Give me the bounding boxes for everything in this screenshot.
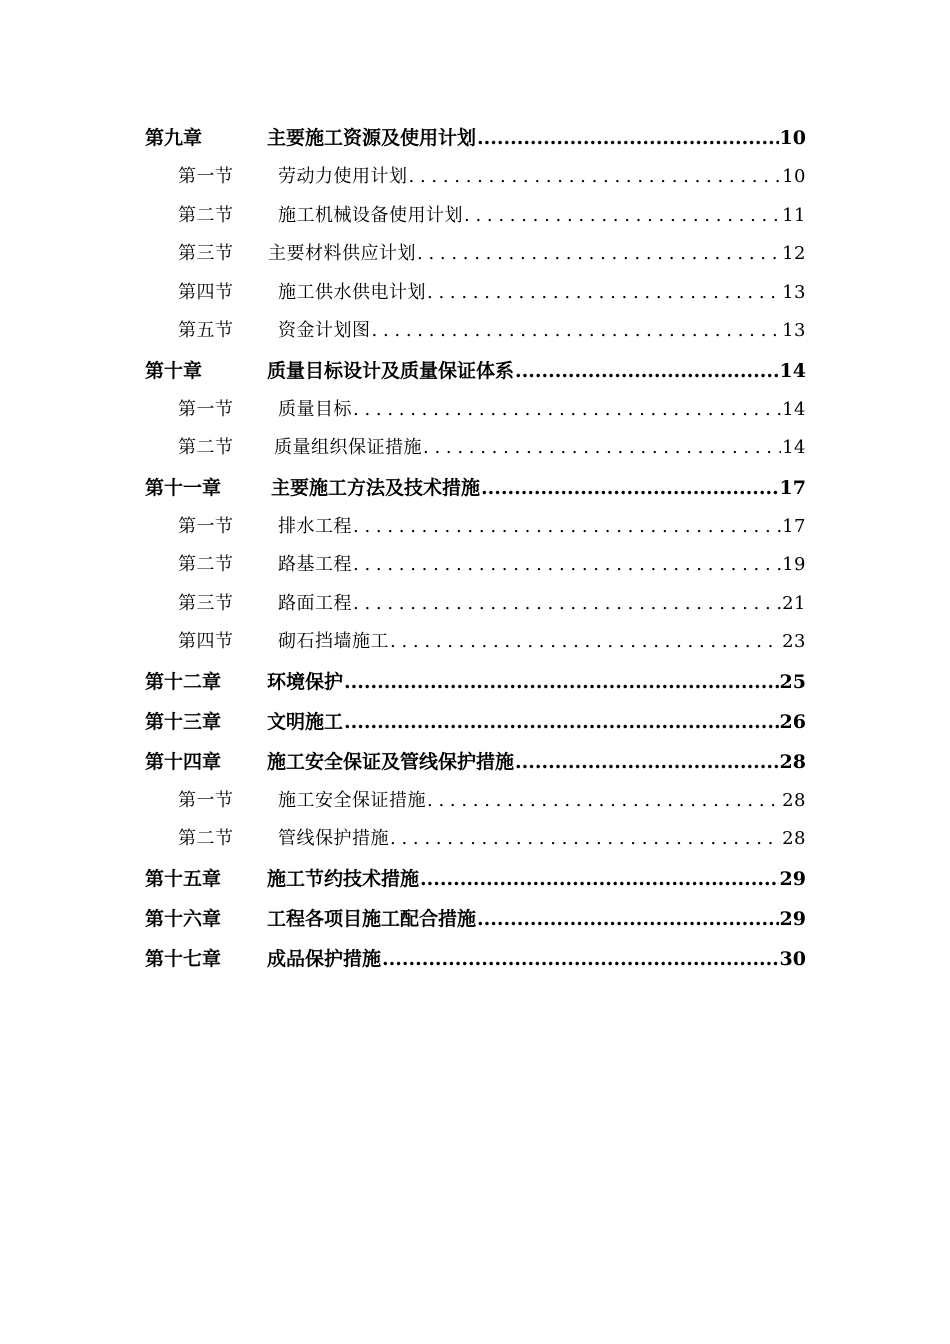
toc-number: 第三节 — [178, 243, 234, 264]
toc-section-row[interactable] — [145, 820, 806, 859]
toc-page-number: 17 — [782, 515, 806, 537]
dot-leader — [353, 508, 781, 547]
toc-chapter-row[interactable] — [145, 351, 806, 391]
toc-number: 第一节 — [178, 515, 234, 537]
toc-section-row[interactable] — [145, 274, 806, 313]
toc-number: 第十七章 — [145, 947, 222, 970]
toc-title: 资金计划图 — [278, 320, 371, 341]
toc-title: 施工机械设备使用计划 — [278, 204, 463, 226]
toc-number: 第十三章 — [145, 710, 222, 733]
toc-page-number: 28 — [779, 750, 806, 773]
toc-title: 路基工程 — [278, 554, 352, 575]
toc-number: 第一节 — [178, 166, 234, 187]
toc-number: 第二节 — [178, 828, 234, 849]
toc-number: 第一节 — [178, 398, 234, 420]
toc-page-number: 14 — [782, 398, 806, 420]
toc-chapter-row[interactable] — [145, 859, 806, 899]
toc-number: 第十一章 — [145, 476, 222, 499]
toc-section-row[interactable] — [145, 197, 806, 236]
toc-page-number: 14 — [779, 359, 806, 382]
dot-leader — [390, 623, 781, 662]
toc-title: 成品保护措施 — [267, 947, 382, 970]
toc-number: 第二节 — [178, 437, 234, 458]
toc-section-row[interactable] — [145, 312, 806, 351]
toc-number: 第十章 — [145, 359, 203, 382]
toc-title: 施工安全保证措施 — [278, 789, 426, 811]
toc-title: 工程各项目施工配合措施 — [267, 907, 477, 930]
toc-section-row[interactable] — [145, 429, 806, 468]
dot-leader — [420, 859, 779, 899]
toc-page-number: 30 — [779, 947, 806, 970]
toc-title: 主要材料供应计划 — [268, 243, 416, 264]
toc-title: 质量组织保证措施 — [274, 437, 422, 458]
dot-leader — [464, 197, 781, 236]
toc-number: 第四节 — [178, 281, 234, 303]
toc-number: 第二节 — [178, 204, 234, 226]
toc-section-row[interactable] — [145, 391, 806, 430]
toc-section-row[interactable] — [145, 782, 806, 821]
toc-page-number: 10 — [779, 127, 806, 149]
toc-title: 质量目标设计及质量保证体系 — [267, 359, 515, 382]
toc-page-number: 12 — [782, 243, 806, 264]
toc-section-row[interactable] — [145, 508, 806, 547]
dot-leader — [481, 468, 779, 508]
toc-page-number: 14 — [782, 437, 806, 458]
dot-leader — [417, 235, 781, 274]
toc-number: 第四节 — [178, 631, 234, 652]
toc-page-number: 25 — [779, 670, 806, 693]
toc-section-row[interactable] — [145, 158, 806, 197]
toc-chapter-row[interactable] — [145, 939, 806, 979]
toc-number: 第二节 — [178, 554, 234, 575]
toc-number: 第三节 — [178, 592, 234, 614]
dot-leader — [353, 546, 781, 585]
toc-page-number: 26 — [779, 710, 806, 733]
toc-section-row[interactable] — [145, 546, 806, 585]
toc-number: 第十五章 — [145, 867, 222, 890]
toc-title: 路面工程 — [278, 592, 352, 614]
dot-leader — [344, 702, 779, 742]
dot-leader — [409, 158, 782, 197]
dot-leader — [477, 118, 779, 158]
toc-title: 主要施工方法及技术措施 — [271, 476, 481, 499]
dot-leader — [382, 939, 779, 979]
toc-number: 第一节 — [178, 789, 234, 811]
toc-number: 第十二章 — [145, 670, 222, 693]
toc-title: 质量目标 — [278, 398, 352, 420]
dot-leader — [344, 662, 779, 702]
table-of-contents — [145, 118, 806, 979]
toc-title: 文明施工 — [267, 710, 344, 733]
toc-page-number: 13 — [782, 281, 806, 303]
toc-chapter-row[interactable] — [145, 468, 806, 508]
toc-page-number: 29 — [779, 867, 806, 890]
toc-page-number: 28 — [782, 789, 806, 811]
toc-chapter-row[interactable] — [145, 702, 806, 742]
toc-title: 环境保护 — [267, 670, 344, 693]
toc-page-number: 28 — [782, 828, 806, 849]
toc-title: 施工节约技术措施 — [267, 867, 420, 890]
toc-page-number: 21 — [782, 592, 806, 614]
toc-number: 第五节 — [178, 320, 234, 341]
toc-chapter-row[interactable] — [145, 899, 806, 939]
toc-title: 劳动力使用计划 — [278, 166, 408, 187]
toc-number: 第九章 — [145, 127, 203, 149]
toc-chapter-row[interactable] — [145, 742, 806, 782]
dot-leader — [427, 274, 781, 313]
dot-leader — [353, 391, 781, 430]
dot-leader — [477, 899, 779, 939]
dot-leader — [423, 429, 781, 468]
dot-leader — [515, 351, 779, 391]
dot-leader — [372, 312, 782, 351]
dot-leader — [353, 585, 781, 624]
dot-leader — [515, 742, 779, 782]
toc-title: 施工供水供电计划 — [278, 281, 426, 303]
toc-section-row[interactable] — [145, 585, 806, 624]
toc-page-number: 17 — [779, 476, 806, 499]
toc-number: 第十六章 — [145, 907, 222, 930]
dot-leader — [390, 820, 781, 859]
toc-page-number: 23 — [782, 631, 806, 652]
toc-title: 砌石挡墙施工 — [278, 631, 389, 652]
toc-title: 排水工程 — [278, 515, 352, 537]
toc-page-number: 19 — [782, 554, 806, 575]
toc-section-row[interactable] — [145, 623, 806, 662]
toc-page-number: 11 — [782, 204, 806, 226]
toc-page-number: 13 — [782, 320, 806, 341]
toc-page-number: 10 — [782, 166, 806, 187]
toc-chapter-row[interactable] — [145, 662, 806, 702]
toc-page-number: 29 — [779, 907, 806, 930]
dot-leader — [427, 782, 781, 821]
toc-chapter-row[interactable] — [145, 118, 806, 158]
toc-number: 第十四章 — [145, 750, 222, 773]
toc-title: 施工安全保证及管线保护措施 — [267, 750, 515, 773]
toc-title: 主要施工资源及使用计划 — [267, 127, 477, 149]
toc-section-row[interactable] — [145, 235, 806, 274]
toc-title: 管线保护措施 — [278, 828, 389, 849]
